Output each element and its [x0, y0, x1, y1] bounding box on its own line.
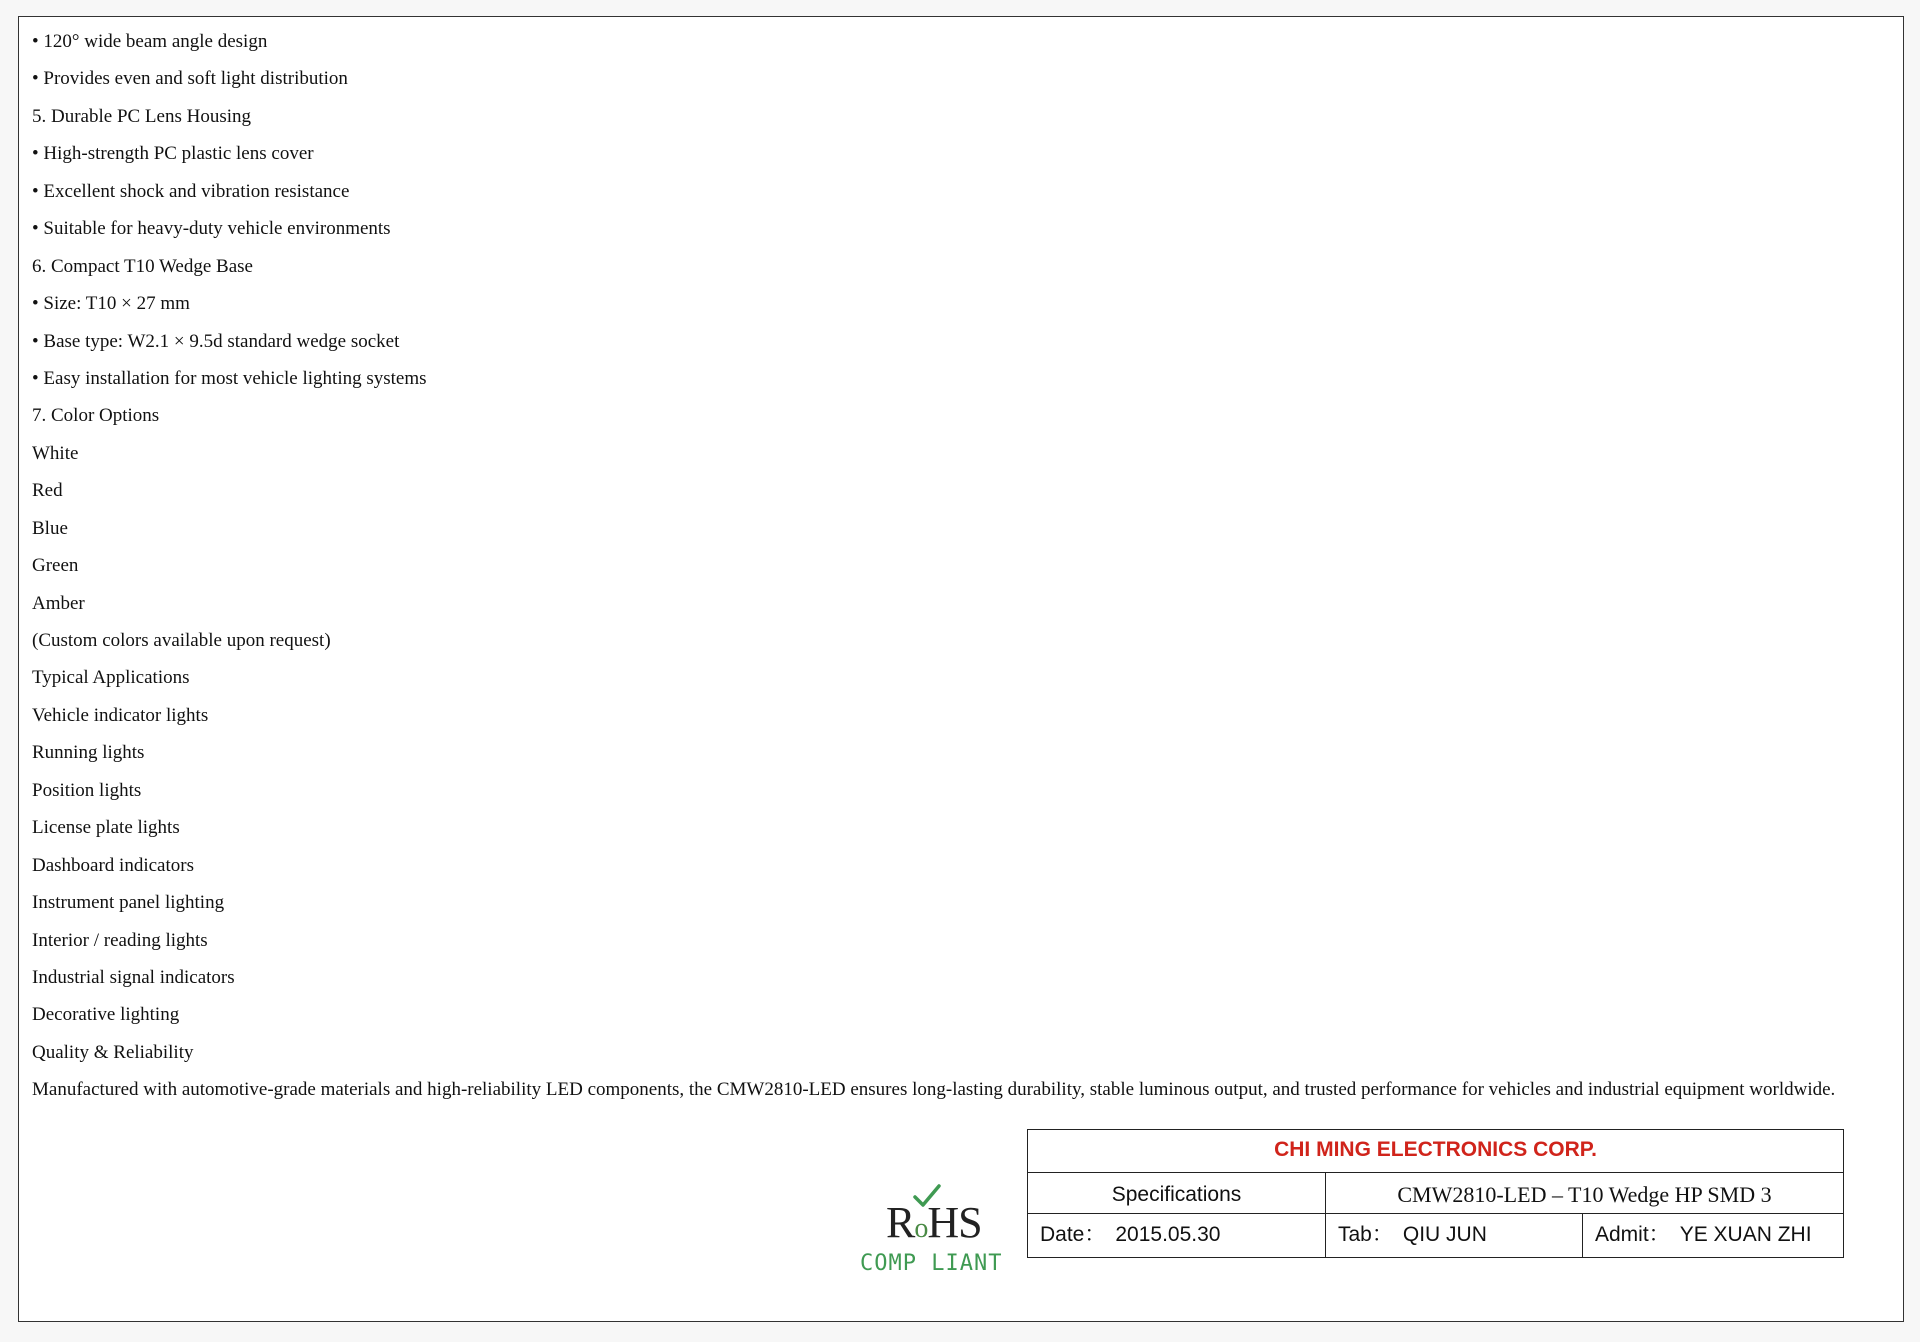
rohs-o: o	[914, 1213, 928, 1244]
section-heading: Typical Applications	[32, 667, 190, 689]
title-block	[1027, 1129, 1844, 1258]
application-item: Position lights	[32, 779, 142, 801]
rohs-compliant-text: COMP LIANT	[860, 1251, 1003, 1276]
spec-value: CMW2810-LED – T10 Wedge HP SMD 3	[1397, 1182, 1772, 1207]
bullet-line: • Size: T10 × 27 mm	[32, 293, 190, 315]
approval-row	[1028, 1214, 1843, 1257]
section-heading: 6. Compact T10 Wedge Base	[32, 255, 253, 277]
rohs-r: R	[886, 1198, 915, 1247]
document-sheet	[18, 16, 1904, 1322]
color-note: (Custom colors available upon request)	[32, 630, 331, 651]
tab-label: Tab：	[1338, 1223, 1393, 1246]
color-option: Blue	[32, 517, 68, 539]
bullet-line: • Provides even and soft light distribution	[32, 68, 348, 90]
tab-value: QIU JUN	[1402, 1223, 1487, 1246]
company-name: CHI MING ELECTRONICS CORP.	[1028, 1130, 1843, 1173]
application-item: License plate lights	[32, 817, 180, 839]
application-item: Running lights	[32, 742, 145, 764]
admit-value: YE XUAN ZHI	[1679, 1223, 1812, 1246]
section-heading: 7. Color Options	[32, 405, 160, 427]
date-label: Date：	[1040, 1223, 1106, 1246]
application-item: Interior / reading lights	[32, 929, 208, 951]
rohs-logo	[840, 1167, 1003, 1277]
application-item: Decorative lighting	[32, 1004, 180, 1026]
color-option: Amber	[32, 592, 85, 614]
color-option: Red	[32, 480, 63, 502]
bullet-line: • High-strength PC plastic lens cover	[32, 143, 314, 165]
spec-label: Specifications	[1028, 1173, 1326, 1213]
bullet-line: • 120° wide beam angle design	[32, 31, 268, 52]
bullet-line: • Base type: W2.1 × 9.5d standard wedge socket	[32, 330, 400, 352]
bullet-line: • Suitable for heavy-duty vehicle environments	[32, 218, 391, 240]
color-option: Green	[32, 555, 79, 577]
admit-label: Admit：	[1595, 1223, 1670, 1246]
rohs-hs: HS	[927, 1198, 982, 1247]
rohs-wordmark	[886, 1197, 982, 1248]
application-item: Industrial signal indicators	[32, 966, 235, 988]
tab-cell	[1326, 1214, 1583, 1257]
date-cell	[1028, 1214, 1326, 1257]
spec-row	[1028, 1173, 1843, 1214]
date-value: 2015.05.30	[1115, 1223, 1221, 1246]
bullet-line: • Easy installation for most vehicle lighting systems	[32, 367, 427, 389]
section-heading: 5. Durable PC Lens Housing	[32, 105, 252, 127]
color-option: White	[32, 442, 79, 464]
closing-paragraph: Manufactured with automotive-grade materials and high-reliability LED components, the CMW2810-LED ensures long-lasting durability, stable luminous output, and trusted performance for vehicles and industrial equipment worldwide.	[32, 1079, 1836, 1101]
application-item: Instrument panel lighting	[32, 892, 225, 914]
admit-cell	[1583, 1214, 1843, 1257]
application-item: Vehicle indicator lights	[32, 704, 209, 726]
section-heading: Quality & Reliability	[32, 1041, 194, 1063]
application-item: Dashboard indicators	[32, 854, 194, 876]
content-lines	[32, 23, 1902, 1109]
bullet-line: • Excellent shock and vibration resistance	[32, 180, 350, 202]
